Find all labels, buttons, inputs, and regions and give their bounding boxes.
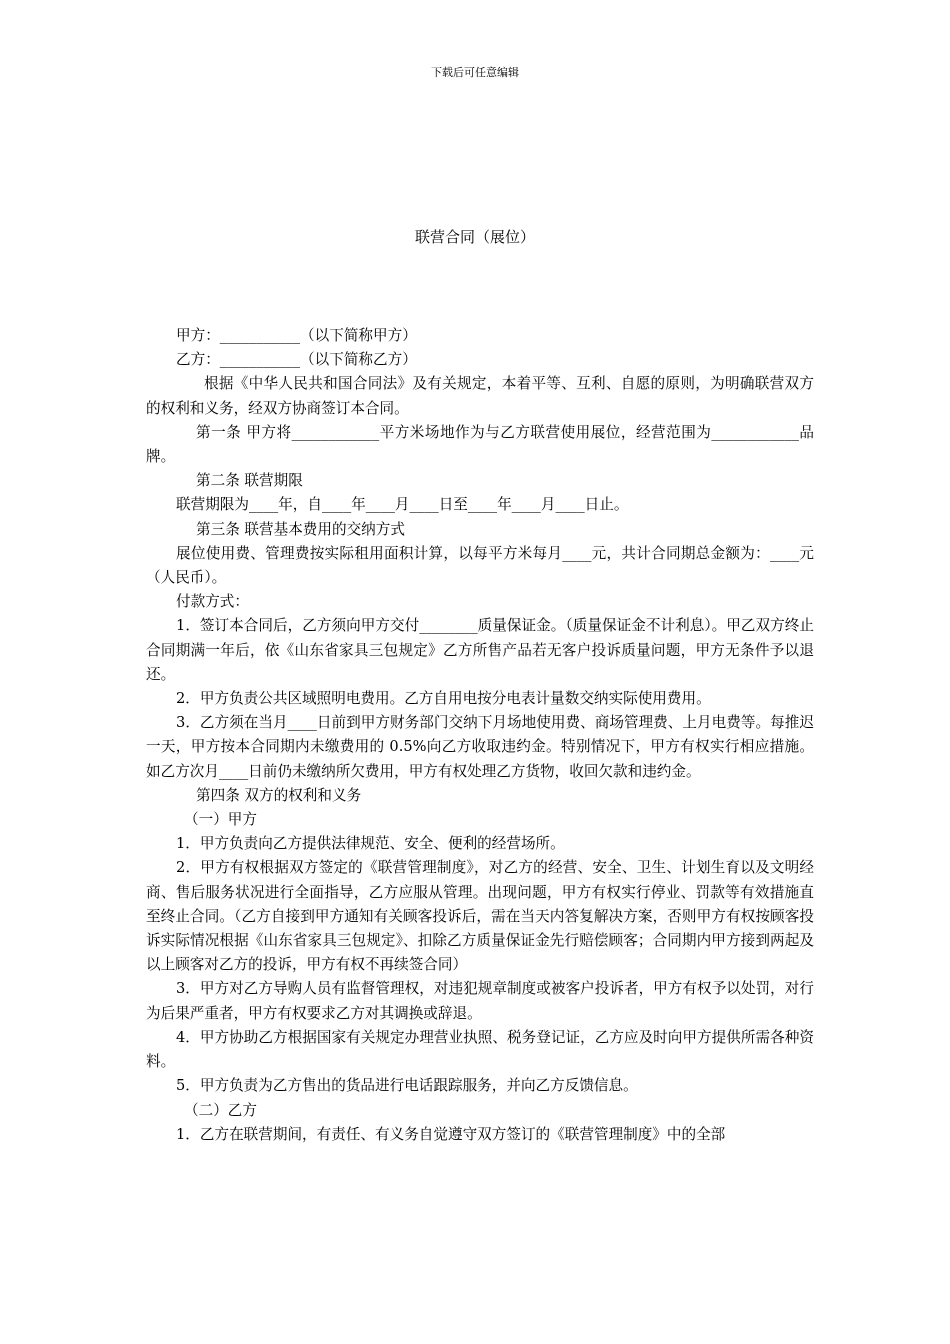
- article-2-term: 联营期限为____年，自____年____月____日至____年____月____日止。: [176, 496, 629, 514]
- party-b-line: 乙方：___________（以下简称乙方）: [176, 351, 417, 369]
- document-body: [146, 324, 814, 1147]
- party-a-item-2: 2．甲方有权根据双方签定的《联营管理制度》，对乙方的经营、安全、卫生、计划生育以及文明经商、售后服务状况进行全面指导，乙方应服从管理。出现问题，甲方有权实行停业、罚款等有效措施直至终止合同。（乙方自接到甲方通知有关顾客投诉后，需在当天内答复解决方案，否则甲方有权按顾客投诉实际情况根据《山东省家具三包规定》、扣除乙方质量保证金先行赔偿顾客；合同期内甲方接到两起及以上顾客对乙方的投诉，甲方有权不再续签合同）: [146, 859, 814, 974]
- document-title: 联营合同（展位）: [414, 228, 535, 246]
- party-b-item-1: 1．乙方在联营期间，有责任、有义务自觉遵守双方签订的《联营管理制度》中的全部: [176, 1125, 726, 1143]
- article-1: 第一条 甲方将____________平方米场地作为与乙方联营使用展位，经营范围为____________品牌。: [146, 423, 814, 466]
- party-a-item-1: 1．甲方负责向乙方提供法律规范、安全、便利的经营场所。: [176, 835, 565, 853]
- payment-item-2: 2．甲方负责公共区域照明电费用。乙方自用电按分电表计量数交纳实际使用费用。: [176, 690, 711, 708]
- party-a-item-5: 5．甲方负责为乙方售出的货品进行电话跟踪服务，并向乙方反馈信息。: [176, 1077, 638, 1095]
- party-a-section-heading: （一）甲方: [184, 811, 257, 829]
- party-a-item-4: 4．甲方协助乙方根据国家有关规定办理营业执照、税务登记证，乙方应及时向甲方提供所需各种资料。: [146, 1028, 814, 1071]
- party-a-item-3: 3．甲方对乙方导购人员有监督管理权，对违犯规章制度或被客户投诉者，甲方有权予以处罚，对行为后果严重者，甲方有权要求乙方对其调换或辞退。: [146, 980, 814, 1022]
- party-b-section-heading: （二）乙方: [184, 1101, 257, 1119]
- payment-item-3: 3．乙方须在当月____日前到甲方财务部门交纳下月场地使用费、商场管理费、上月电费等。每推迟一天，甲方按本合同期内未缴费用的 0.5%向乙方收取违约金。特别情况下，甲方有权实行相应措施。如乙方次月____日前仍未缴纳所欠费用，甲方有权处理乙方货物，收回欠款和违约金。: [146, 714, 814, 780]
- article-2-heading: 第二条 联营期限: [196, 472, 303, 490]
- payment-item-1: 1．签订本合同后，乙方须向甲方交付________质量保证金。（质量保证金不计利息）。甲乙双方终止合同期满一年后，依《山东省家具三包规定》乙方所售产品若无客户投诉质量问题，甲方无条件予以退还。: [146, 617, 814, 683]
- preamble-paragraph: 根据《中华人民共和国合同法》及有关规定，本着平等、互利、自愿的原则，为明确联营双方的权利和义务，经双方协商签订本合同。: [146, 375, 814, 417]
- header-note: 下载后可任意编辑: [431, 66, 519, 79]
- article-3-fees: 展位使用费、管理费按实际租用面积计算，以每平方米每月____元，共计合同期总金额为：____元（人民币）。: [146, 544, 814, 587]
- article-3-heading: 第三条 联营基本费用的交纳方式: [196, 520, 405, 538]
- party-a-line: 甲方：___________（以下简称甲方）: [176, 327, 417, 344]
- payment-method-heading: 付款方式：: [176, 593, 249, 611]
- article-4-heading: 第四条 双方的权利和义务: [196, 786, 362, 804]
